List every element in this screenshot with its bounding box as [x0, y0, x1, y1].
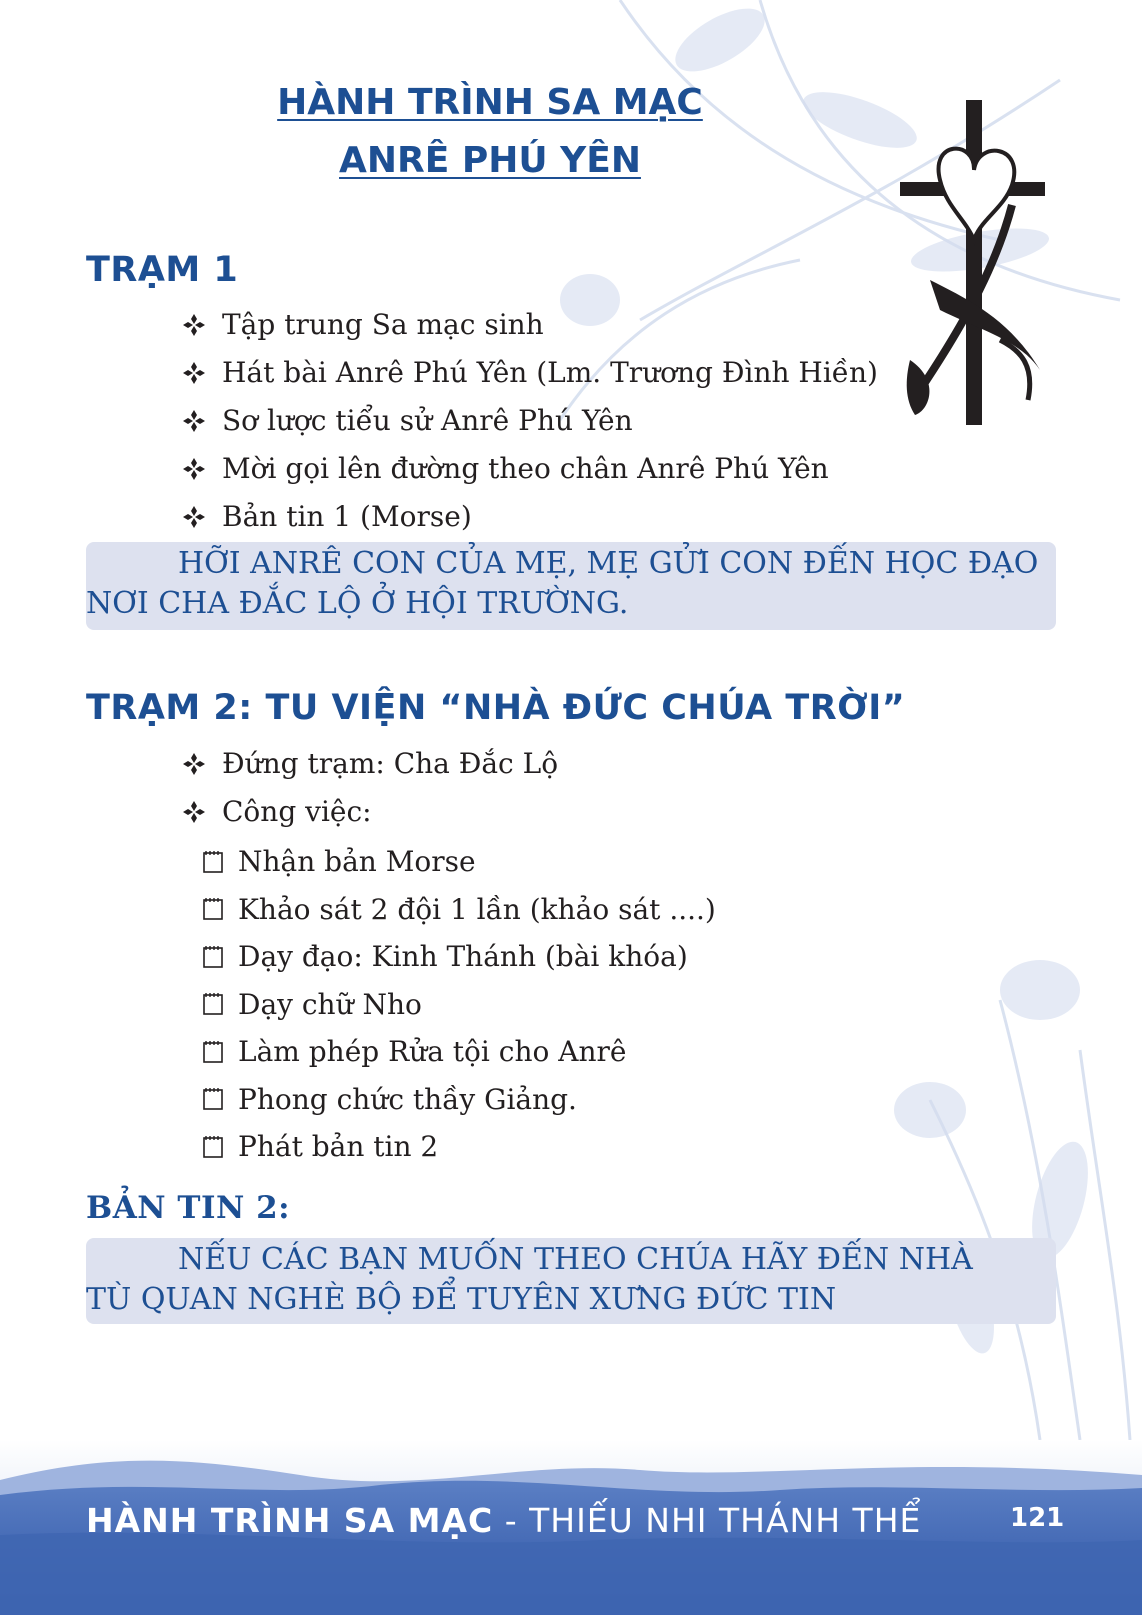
- list-item-text: Sơ lược tiểu sử Anrê Phú Yên: [222, 404, 633, 437]
- diamond-bullet-icon: [182, 505, 206, 529]
- task-item-text: Phong chức thầy Giảng.: [238, 1082, 577, 1116]
- list-item-text: Tập trung Sa mạc sinh: [222, 308, 544, 341]
- page-number: 121: [1010, 1503, 1065, 1533]
- message-line: HỠI ANRÊ CON CỦA MẸ, MẸ GỬI CON ĐẾN HỌC ĐẠO: [178, 546, 1039, 581]
- notepad-checkbox-icon: [202, 1087, 224, 1111]
- list-item: [182, 445, 878, 493]
- task-item: [202, 886, 716, 934]
- diamond-bullet-icon: [182, 361, 206, 385]
- station2-heading: TRẠM 2: TU VIỆN “NHÀ ĐỨC CHÚA TRỜI”: [86, 688, 906, 728]
- list-item: [182, 493, 878, 541]
- task-item: [202, 1028, 716, 1076]
- footer-title-rest: THIẾU NHI THÁNH THỂ: [529, 1501, 922, 1540]
- message-line: NẾU CÁC BẠN MUỐN THEO CHÚA HÃY ĐẾN NHÀ: [178, 1242, 973, 1277]
- list-item-text: Công việc:: [222, 795, 372, 828]
- list-item-text: Hát bài Anrê Phú Yên (Lm. Trương Đình Hiền): [222, 356, 878, 389]
- bulletin2-message-box: [86, 1238, 1056, 1324]
- notepad-checkbox-icon: [202, 1135, 224, 1159]
- notepad-checkbox-icon: [202, 945, 224, 969]
- cross-heart-sword-emblem: [900, 100, 1050, 430]
- footer-title-bold: HÀNH TRÌNH SA MẠC: [86, 1501, 494, 1540]
- list-item-text: Bản tin 1 (Morse): [222, 500, 472, 533]
- page-title-line2: ANRÊ PHÚ YÊN: [339, 140, 641, 181]
- task-item: [202, 1123, 716, 1171]
- diamond-bullet-icon: [182, 800, 206, 824]
- station2-list: [182, 740, 558, 836]
- notepad-checkbox-icon: [202, 850, 224, 874]
- list-item: [182, 788, 558, 836]
- page-title-line1: HÀNH TRÌNH SA MẠC: [277, 82, 703, 123]
- task-item: [202, 981, 716, 1029]
- task-item-text: Dạy đạo: Kinh Thánh (bài khóa): [238, 940, 688, 973]
- message-line: TÙ QUAN NGHÈ BỘ ĐỂ TUYÊN XƯNG ĐỨC TIN: [86, 1282, 837, 1317]
- list-item-text: Đứng trạm: Cha Đắc Lộ: [222, 747, 559, 780]
- list-item: [182, 349, 878, 397]
- station1-message-box: [86, 542, 1056, 630]
- task-item: [202, 1076, 716, 1124]
- diamond-bullet-icon: [182, 457, 206, 481]
- task-item-text: Phát bản tin 2: [238, 1130, 439, 1163]
- footer-title-separator: -: [493, 1501, 530, 1540]
- list-item: [182, 301, 878, 349]
- task-item-text: Dạy chữ Nho: [238, 987, 422, 1021]
- station1-list: [182, 301, 878, 541]
- diamond-bullet-icon: [182, 752, 206, 776]
- list-item: [182, 740, 558, 788]
- task-item-text: Nhận bản Morse: [238, 845, 476, 878]
- task-item: [202, 838, 716, 886]
- list-item-text: Mời gọi lên đường theo chân Anrê Phú Yên: [222, 452, 829, 485]
- diamond-bullet-icon: [182, 313, 206, 337]
- list-item: [182, 397, 878, 445]
- task-item-text: Khảo sát 2 đội 1 lần (khảo sát ....): [238, 892, 716, 926]
- notepad-checkbox-icon: [202, 897, 224, 921]
- station2-task-list: [202, 838, 716, 1171]
- station1-heading: TRẠM 1: [86, 250, 239, 290]
- notepad-checkbox-icon: [202, 992, 224, 1016]
- bulletin2-heading: BẢN TIN 2:: [86, 1190, 291, 1226]
- task-item-text: Làm phép Rửa tội cho Anrê: [238, 1035, 627, 1068]
- message-line: NƠI CHA ĐẮC LỘ Ở HỘI TRƯỜNG.: [86, 586, 629, 621]
- task-item: [202, 933, 716, 981]
- diamond-bullet-icon: [182, 409, 206, 433]
- footer-title: [86, 1501, 921, 1540]
- notepad-checkbox-icon: [202, 1040, 224, 1064]
